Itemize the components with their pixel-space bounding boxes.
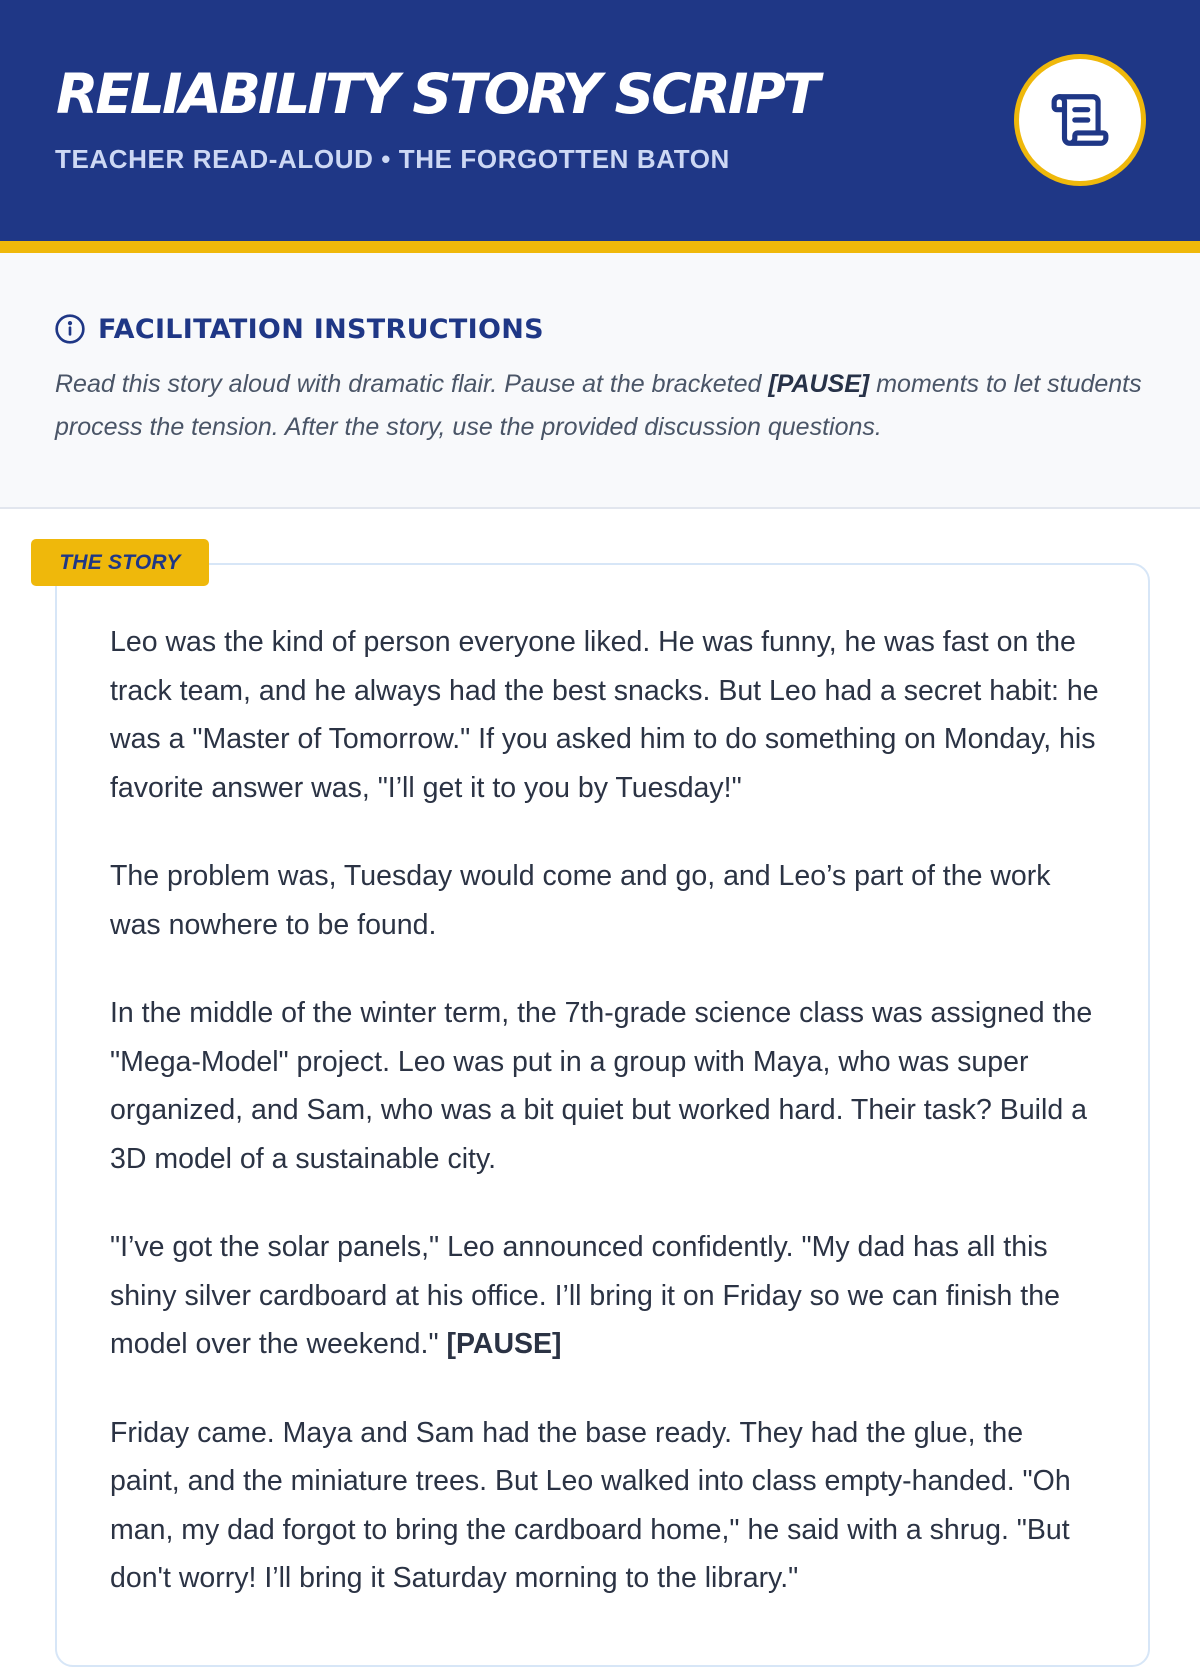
story-paragraph: The problem was, Tuesday would come and go, and Leo’s part of the work was nowhere to be found.: [110, 860, 1051, 941]
story-body: [110, 618, 1100, 1643]
instructions-text-part: moments to let students process the tension. After the story, use the provided discussion questions.: [55, 370, 1142, 441]
page-subtitle: TEACHER READ-ALOUD • THE FORGOTTEN BATON: [55, 144, 730, 174]
story-paragraph: Friday came. Maya and Sam had the base ready. They had the glue, the paint, and the miniature trees. But Leo walked into class empty-handed. "Oh man, my dad forgot to bring the cardboard home," he said with a shrug. "But don't worry! I’ll bring it Saturday morning to the library.": [110, 1416, 1071, 1594]
story-paragraph: "I’ve got the solar panels," Leo announced confidently. "My dad has all this shiny silver cardboard at his office. I’ll bring it on Friday so we can finish the model over the weekend.": [110, 1231, 1060, 1360]
scroll-icon: [1049, 89, 1111, 151]
instructions-text-part: Read this story aloud with dramatic flair. Pause at the bracketed: [55, 370, 769, 398]
story-paragraph-with-pause: [110, 1223, 1100, 1369]
instructions-text: [55, 363, 1155, 449]
story-tag: THE STORY: [31, 539, 209, 586]
info-icon: [54, 313, 86, 345]
instructions-title: FACILITATION INSTRUCTIONS: [98, 313, 544, 345]
page-header: [0, 0, 1200, 253]
instructions-heading: [54, 313, 544, 345]
story-paragraph: In the middle of the winter term, the 7th-grade science class was assigned the "Mega-Model" project. Leo was put in a group with Maya, who was super organized, and Sam, who was a bit quiet but worked hard. Their task? Build a 3D model of a sustainable city.: [110, 997, 1093, 1175]
page-title: RELIABILITY STORY SCRIPT: [56, 62, 818, 126]
facilitation-instructions: [0, 253, 1200, 509]
scroll-logo-badge: [1014, 54, 1146, 186]
pause-keyword: [PAUSE]: [768, 370, 870, 398]
story-paragraph: Leo was the kind of person everyone liked. He was funny, he was fast on the track team, and he always had the best snacks. But Leo had a secret habit: he was a "Master of Tomorrow." If you asked him to do something on Monday, his favorite answer was, "I’ll get it to you by Tuesday!": [110, 626, 1099, 804]
pause-marker: [PAUSE]: [446, 1328, 562, 1360]
